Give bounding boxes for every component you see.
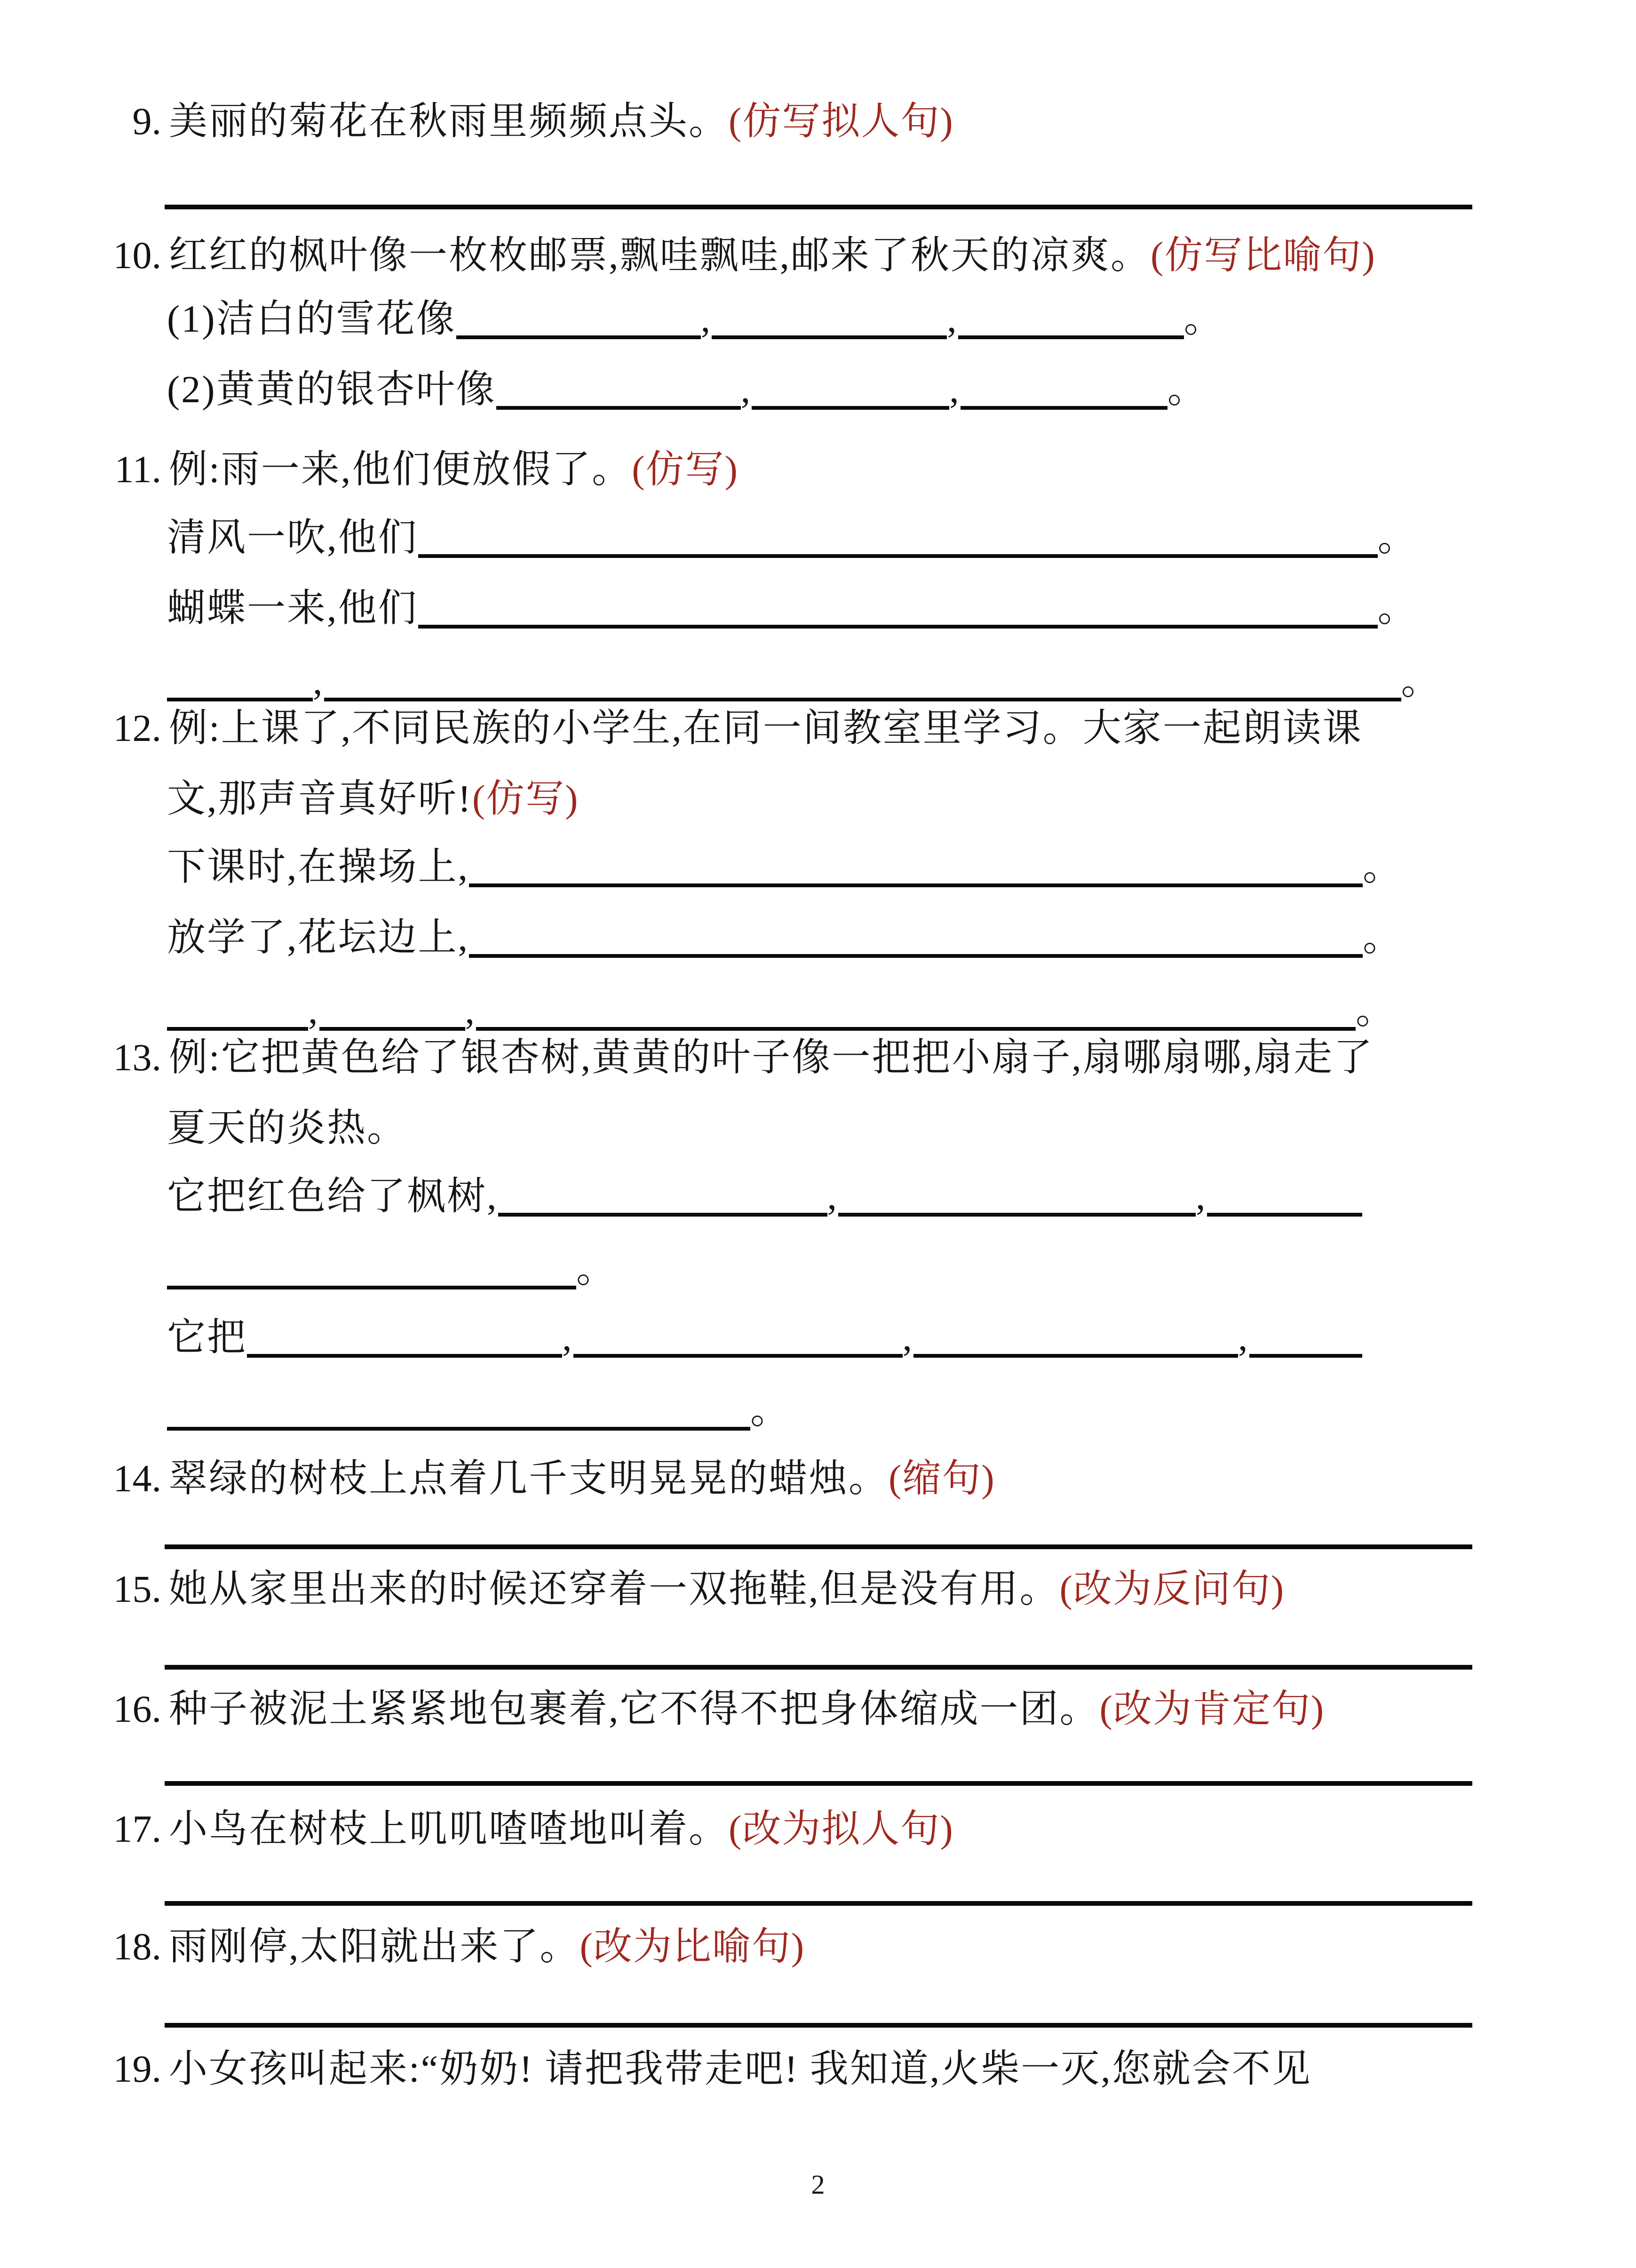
answer-blank bbox=[498, 1213, 827, 1217]
answer-blank bbox=[1207, 1213, 1362, 1217]
question-text: 。 bbox=[1363, 845, 1403, 888]
question-wrap-line bbox=[167, 774, 579, 824]
question-text: 下课时,在操场上, bbox=[167, 845, 469, 888]
question-line bbox=[92, 1684, 1325, 1735]
question-text: 种子被泥土紧紧地包裹着,它不得不把身体缩成一团。 bbox=[169, 1687, 1100, 1730]
answer-rule bbox=[165, 1665, 1472, 1670]
fill-in-line bbox=[167, 583, 1418, 634]
fill-in-line bbox=[167, 986, 1396, 1036]
question-line bbox=[92, 1922, 805, 1972]
question-type-annotation: (改为拟人句) bbox=[729, 1807, 954, 1850]
question-text: 。 bbox=[1377, 516, 1418, 559]
fill-in-line bbox=[167, 1385, 790, 1436]
question-line bbox=[92, 1454, 995, 1504]
question-type-annotation: (改为反问句) bbox=[1059, 1568, 1285, 1610]
fill-in-line bbox=[167, 1171, 1362, 1222]
answer-blank bbox=[247, 1354, 562, 1358]
answer-blank bbox=[958, 335, 1184, 339]
question-text: , bbox=[1238, 1316, 1249, 1359]
question-text: 小女孩叫起来:“奶奶! 请把我带走吧! 我知道,火柴一灭,您就会不见 bbox=[169, 2047, 1312, 2090]
question-line bbox=[92, 231, 1376, 281]
question-text: 蝴蝶一来,他们 bbox=[167, 587, 418, 629]
answer-blank bbox=[319, 1027, 465, 1031]
question-text: 她从家里出来的时候还穿着一双拖鞋,但是没有用。 bbox=[169, 1568, 1060, 1610]
question-text: (1)洁白的雪花像 bbox=[167, 297, 456, 340]
answer-rule bbox=[165, 1781, 1472, 1786]
answer-blank bbox=[913, 1354, 1238, 1358]
question-line bbox=[92, 2044, 1312, 2094]
question-type-annotation: (仿写) bbox=[472, 777, 579, 820]
sub-item-line bbox=[167, 294, 1224, 344]
fill-in-line bbox=[167, 656, 1441, 707]
question-text: 例:上课了,不同民族的小学生,在同一间教室里学习。大家一起朗读课 bbox=[169, 707, 1363, 749]
answer-blank bbox=[469, 883, 1363, 887]
question-text: 它把 bbox=[167, 1316, 247, 1359]
question-text: , bbox=[827, 1175, 839, 1218]
question-text: , bbox=[947, 297, 958, 340]
question-text: 。 bbox=[576, 1248, 617, 1290]
question-text: (2)黄黄的银杏叶像 bbox=[167, 368, 496, 411]
answer-blank bbox=[573, 1354, 903, 1358]
answer-blank bbox=[167, 698, 313, 701]
question-line bbox=[92, 1564, 1285, 1615]
question-number: 17. bbox=[113, 1807, 161, 1850]
question-text: 。 bbox=[1356, 989, 1396, 1032]
question-line bbox=[92, 1804, 954, 1854]
question-number: 11. bbox=[114, 448, 161, 491]
answer-rule bbox=[165, 1901, 1472, 1906]
answer-blank bbox=[167, 1027, 308, 1031]
question-text: 。 bbox=[750, 1389, 791, 1432]
sub-item-line bbox=[167, 365, 1207, 415]
question-text: 放学了,花坛边上, bbox=[167, 916, 469, 959]
question-wrap-line bbox=[167, 1103, 407, 1154]
question-text: 它把红色给了枫树, bbox=[167, 1175, 498, 1218]
answer-rule bbox=[165, 1544, 1472, 1549]
answer-blank bbox=[167, 1286, 576, 1289]
answer-blank bbox=[712, 335, 947, 339]
question-number: 18. bbox=[113, 1925, 161, 1968]
answer-blank bbox=[167, 1427, 750, 1431]
question-text: 。 bbox=[1167, 368, 1207, 411]
question-text: , bbox=[1196, 1175, 1207, 1218]
question-number: 16. bbox=[113, 1687, 161, 1730]
fill-in-line bbox=[167, 1244, 616, 1295]
question-line bbox=[92, 96, 954, 147]
answer-blank bbox=[418, 625, 1378, 629]
answer-rule bbox=[165, 205, 1472, 209]
answer-blank bbox=[752, 406, 949, 410]
question-text: 红红的枫叶像一枚枚邮票,飘哇飘哇,邮来了秋天的凉爽。 bbox=[169, 234, 1151, 277]
question-type-annotation: (仿写比喻句) bbox=[1151, 234, 1376, 277]
question-text: , bbox=[740, 368, 752, 411]
answer-blank bbox=[476, 1027, 1356, 1031]
fill-in-line bbox=[167, 513, 1418, 563]
question-text: 美丽的菊花在秋雨里频频点头。 bbox=[169, 100, 729, 143]
question-text: , bbox=[562, 1316, 573, 1359]
fill-in-line bbox=[167, 913, 1403, 963]
answer-blank bbox=[838, 1213, 1196, 1217]
question-number: 12. bbox=[113, 707, 161, 749]
question-text: 雨刚停,太阳就出来了。 bbox=[169, 1925, 580, 1968]
question-text: 清风一吹,他们 bbox=[167, 516, 418, 559]
question-text: 文,那声音真好听! bbox=[167, 777, 472, 820]
question-number: 14. bbox=[113, 1457, 161, 1500]
question-text: , bbox=[465, 989, 476, 1032]
answer-blank bbox=[469, 954, 1363, 958]
answer-blank bbox=[418, 554, 1378, 558]
question-type-annotation: (改为肯定句) bbox=[1099, 1687, 1325, 1730]
answer-blank bbox=[961, 406, 1167, 410]
fill-in-line bbox=[167, 1313, 1362, 1363]
question-text: 。 bbox=[1401, 660, 1441, 702]
question-text: , bbox=[308, 989, 319, 1032]
answer-blank bbox=[1249, 1354, 1362, 1358]
answer-blank bbox=[496, 406, 741, 410]
question-number: 9. bbox=[132, 100, 161, 143]
fill-in-line bbox=[167, 842, 1403, 892]
question-text: , bbox=[949, 368, 961, 411]
question-line bbox=[92, 703, 1363, 754]
question-type-annotation: (改为比喻句) bbox=[580, 1925, 805, 1968]
question-text: 翠绿的树枝上点着几千支明晃晃的蜡烛。 bbox=[169, 1457, 889, 1500]
page-number: 2 bbox=[811, 2169, 825, 2200]
question-text: 例:雨一来,他们便放假了。 bbox=[169, 448, 632, 491]
question-text: 夏天的炎热。 bbox=[167, 1106, 407, 1149]
question-type-annotation: (仿写) bbox=[632, 448, 739, 491]
answer-blank bbox=[456, 335, 701, 339]
question-number: 10. bbox=[113, 234, 161, 277]
answer-rule bbox=[165, 2023, 1472, 2028]
question-type-annotation: (缩句) bbox=[889, 1457, 995, 1500]
question-type-annotation: (仿写拟人句) bbox=[729, 100, 954, 143]
question-text: 。 bbox=[1363, 916, 1403, 959]
answer-blank bbox=[324, 698, 1401, 701]
question-number: 19. bbox=[113, 2047, 161, 2090]
question-text: 。 bbox=[1183, 297, 1224, 340]
question-text: 小鸟在树枝上叽叽喳喳地叫着。 bbox=[169, 1807, 729, 1850]
question-text: , bbox=[700, 297, 712, 340]
question-number: 15. bbox=[113, 1568, 161, 1610]
question-text: , bbox=[902, 1316, 914, 1359]
question-text: 。 bbox=[1377, 587, 1418, 629]
question-line bbox=[92, 445, 739, 495]
question-text: 例:它把黄色给了银杏树,黄黄的叶子像一把把小扇子,扇哪扇哪,扇走了 bbox=[169, 1036, 1374, 1079]
question-text: , bbox=[313, 660, 324, 702]
question-line bbox=[92, 1033, 1374, 1083]
question-number: 13. bbox=[113, 1036, 161, 1079]
